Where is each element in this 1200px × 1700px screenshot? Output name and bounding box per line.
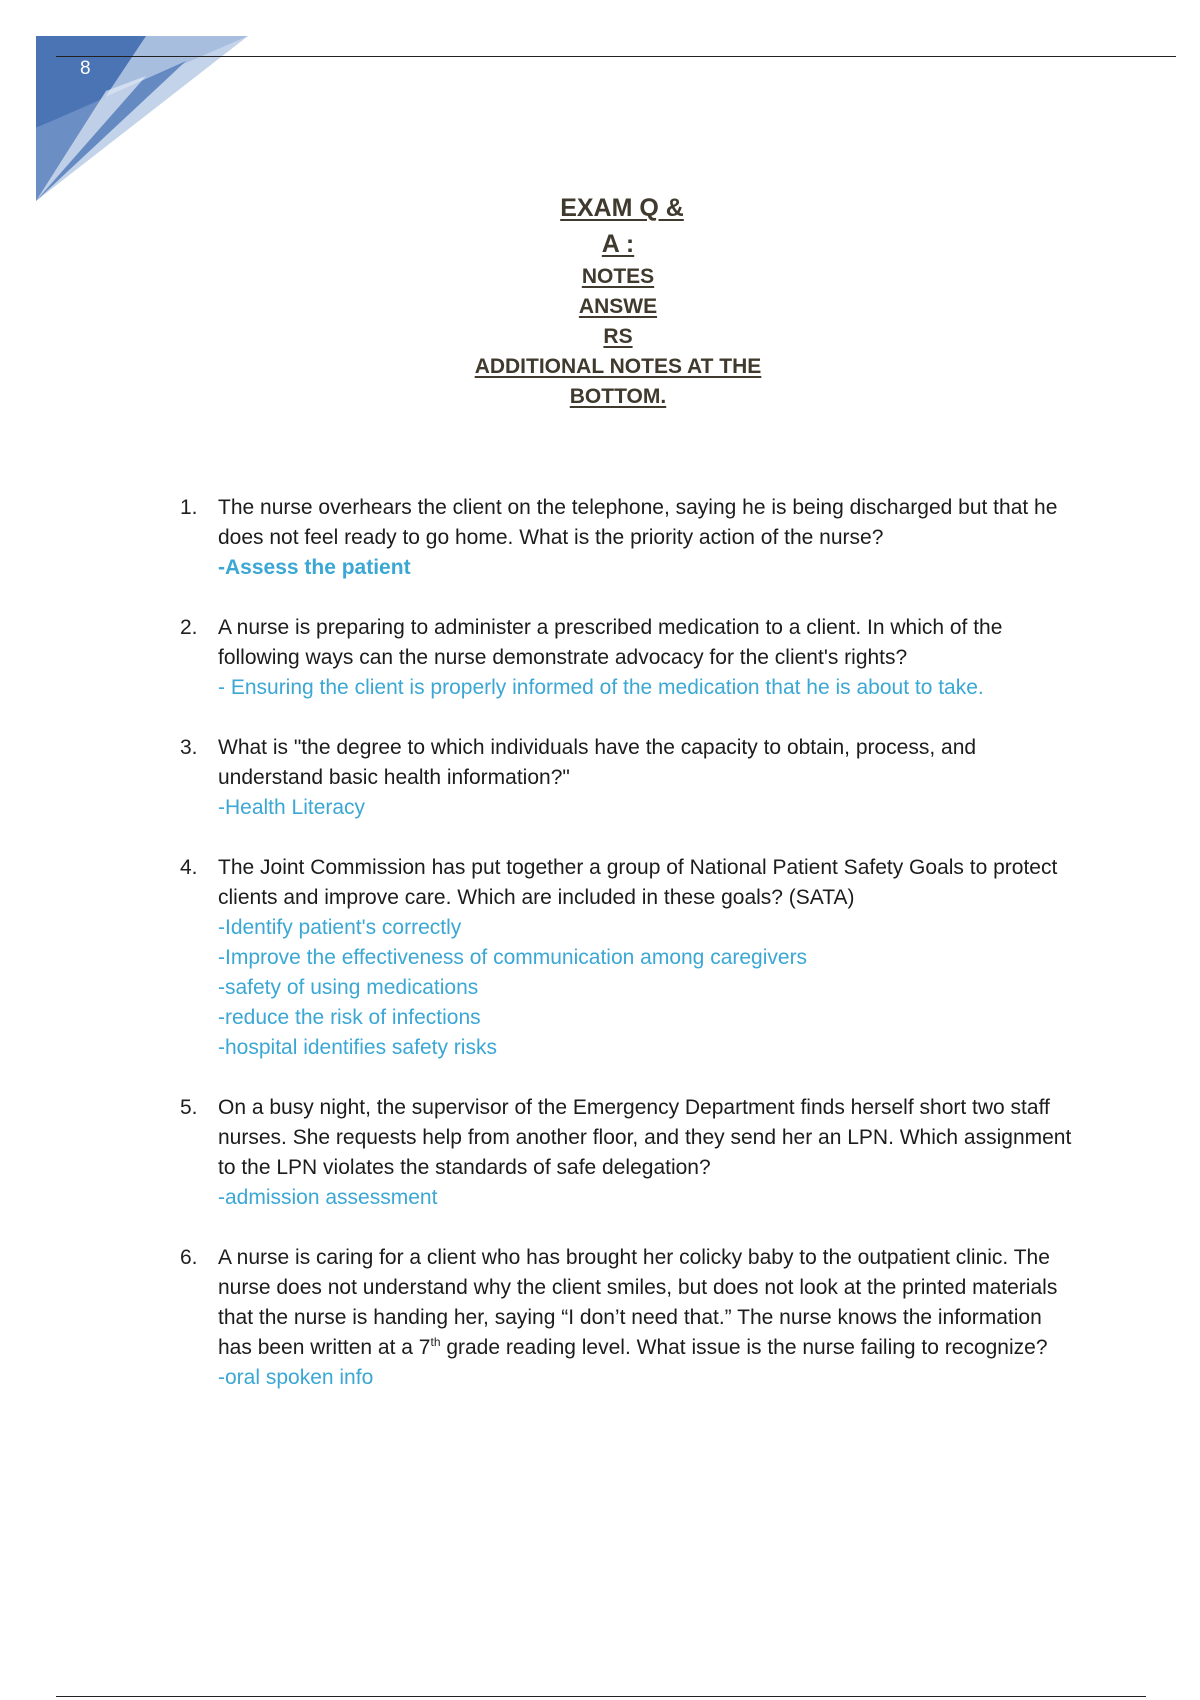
question-item: [180, 1093, 1080, 1213]
title-line: A :: [601, 230, 635, 258]
question-number: 4.: [180, 856, 198, 879]
question-text: [218, 1243, 1080, 1363]
question-text: A nurse is preparing to administer a prescribed medication to a client. In which of the following ways can the nurse demonstrate advocacy for the client's rights?: [218, 616, 1003, 669]
question-number: 6.: [180, 1246, 198, 1269]
question-item: [180, 613, 1080, 703]
question-item: [180, 1243, 1080, 1393]
question-text-part: A nurse is caring for a client who has brought her colicky baby to the outpatient clinic. The nurse does not understand why the client smiles, but does not look at the printed materials that the nurse is handing her, saying “I don’t need that.” The nurse knows the information has been written at a 7: [218, 1246, 1058, 1359]
answer-text: -Health Literacy: [218, 796, 366, 819]
title-line: EXAM Q &: [560, 194, 684, 222]
question-text: What is "the degree to which individuals have the capacity to obtain, process, and understand basic health information?": [218, 736, 977, 789]
question-number: 1.: [180, 496, 198, 519]
question-number: 2.: [180, 616, 198, 639]
answer-text: -reduce the risk of infections: [218, 1006, 481, 1029]
title-line: BOTTOM.: [569, 385, 667, 408]
title-line: ANSWE: [578, 295, 658, 318]
question-list: [180, 493, 1080, 1423]
answer-text: -oral spoken info: [218, 1366, 374, 1389]
document-title: [0, 190, 1200, 412]
question-text: The nurse overhears the client on the telephone, saying he is being discharged but that he does not feel ready to go home. What is the priority action of the nurse?: [218, 496, 1058, 549]
corner-decoration: [36, 36, 276, 201]
answer-text: -Improve the effectiveness of communication among caregivers: [218, 946, 808, 969]
ordinal-superscript: th: [430, 1335, 441, 1349]
title-line: RS: [603, 325, 633, 348]
answer-text: -hospital identifies safety risks: [218, 1036, 497, 1059]
question-text: On a busy night, the supervisor of the Emergency Department finds herself short two staff nurses. She requests help from another floor, and they send her an LPN. Which assignment to the LPN violates the standards of safe delegation?: [218, 1096, 1072, 1179]
question-item: [180, 733, 1080, 823]
header-rule: [56, 56, 1176, 57]
answer-text: -Identify patient's correctly: [218, 916, 462, 939]
answer-text: -safety of using medications: [218, 976, 479, 999]
answer-text: - Ensuring the client is properly informed of the medication that he is about to take.: [218, 676, 984, 699]
question-item: [180, 493, 1080, 583]
question-text-part: grade reading level. What issue is the nurse failing to recognize?: [440, 1336, 1048, 1359]
page-number: 8: [80, 58, 91, 79]
question-number: 3.: [180, 736, 198, 759]
question-number: 5.: [180, 1096, 198, 1119]
footer-rule: [56, 1696, 1146, 1697]
question-item: [180, 853, 1080, 1063]
title-line: NOTES: [581, 265, 655, 288]
title-line: ADDITIONAL NOTES AT THE: [474, 355, 762, 378]
answer-text: -Assess the patient: [218, 556, 411, 579]
question-text: The Joint Commission has put together a group of National Patient Safety Goals to protect clients and improve care. Which are included in these goals? (SATA): [218, 856, 1058, 909]
answer-text: -admission assessment: [218, 1186, 438, 1209]
